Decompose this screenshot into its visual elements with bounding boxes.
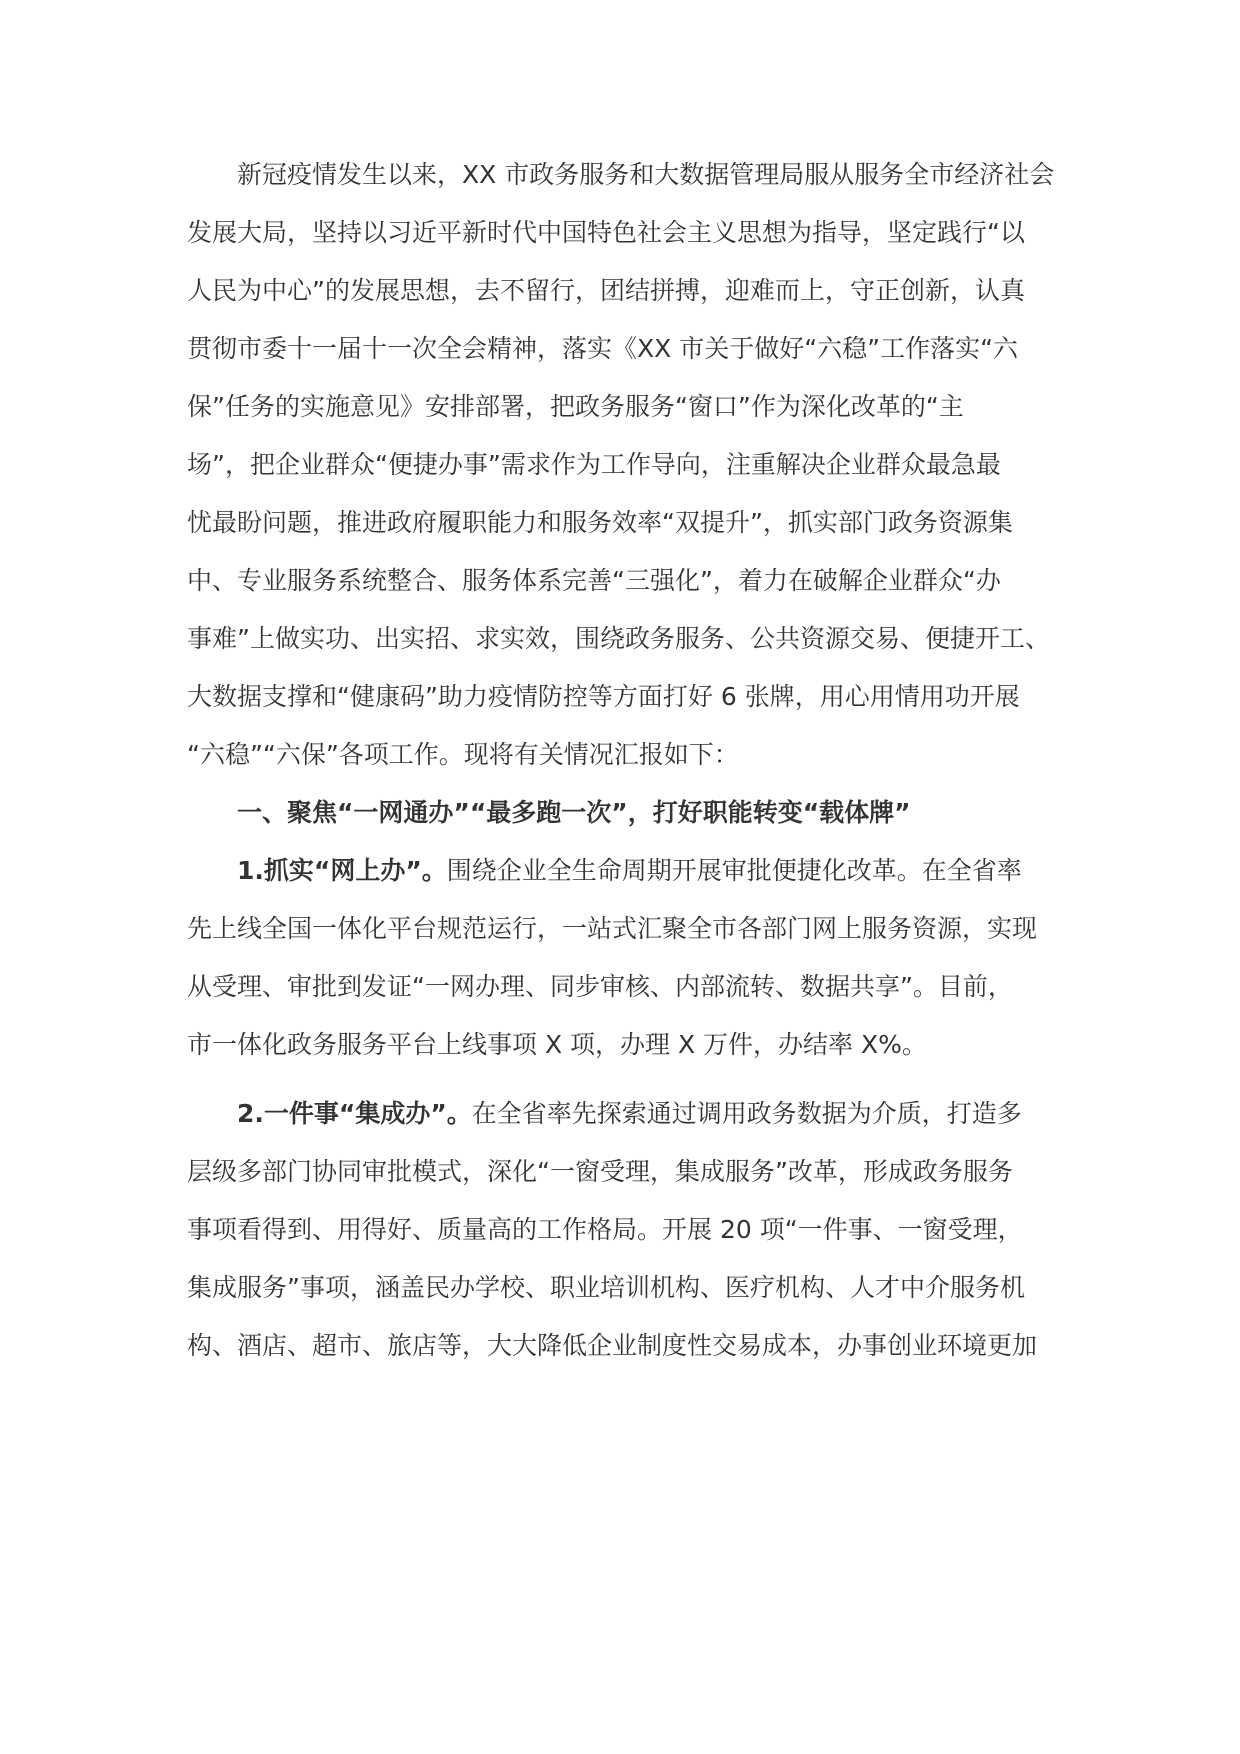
- item1-first-line: [237, 854, 1022, 888]
- item2-line: 事项看得到、用得好、质量高的工作格局。开展 20 项“一件事、一窗受理，: [187, 1215, 1023, 1244]
- intro-line: 保”任务的实施意见》安排部署，把政务服务“窗口”作为深化改革的“主: [187, 392, 964, 421]
- item1-line: 市一体化政务服务平台上线事项 X 项，办理 X 万件，办结率 X%。: [187, 1030, 927, 1059]
- intro-line: 大数据支撑和“健康码”助力疫情防控等方面打好 6 张牌，用心用情用功开展: [187, 682, 1020, 711]
- item2-title: 2.一件事“集成办”。: [237, 1099, 472, 1128]
- item2-first-line: [237, 1097, 1022, 1131]
- item1-line: 从受理、审批到发证“一网办理、同步审核、内部流转、数据共享”。目前，: [187, 972, 1013, 1001]
- intro-line: “六稳”“六保”各项工作。现将有关情况汇报如下：: [187, 740, 739, 769]
- intro-line: 人民为中心”的发展思想，去不留行，团结拼搏，迎难而上，守正创新，认真: [187, 276, 1025, 305]
- item1-line: 先上线全国一体化平台规范运行，一站式汇聚全市各部门网上服务资源，实现: [187, 914, 1038, 943]
- intro-line: 忧最盼问题，推进政府履职能力和服务效率“双提升”，抓实部门政务资源集: [187, 508, 1013, 537]
- intro-line: 贯彻市委十一届十一次全会精神，落实《XX 市关于做好“六稳”工作落实“六: [187, 334, 1019, 363]
- item2-line: 集成服务”事项，涵盖民办学校、职业培训机构、医疗机构、人才中介服务机: [187, 1273, 1025, 1302]
- intro-line: 新冠疫情发生以来，XX 市政务服务和大数据管理局服从服务全市经济社会: [237, 160, 1055, 189]
- item2-line: 层级多部门协同审批模式，深化“一窗受理，集成服务”改革，形成政务服务: [187, 1157, 1013, 1186]
- intro-line: 中、专业服务系统整合、服务体系完善“三强化”，着力在破解企业群众“办: [187, 566, 1001, 595]
- intro-line: 发展大局，坚持以习近平新时代中国特色社会主义思想为指导，坚定践行“以: [187, 218, 1025, 247]
- item2-text: 在全省率先探索通过调用政务数据为介质，打造多: [471, 1099, 1022, 1128]
- section-heading: 一、聚焦“一网通办”“最多跑一次”，打好职能转变“载体牌”: [237, 798, 911, 827]
- intro-line: 场”，把企业群众“便捷办事”需求作为工作导向，注重解决企业群众最急最: [187, 450, 1001, 479]
- item1-title: 1.抓实“网上办”。: [237, 856, 447, 885]
- intro-line: 事难”上做实功、出实招、求实效，围绕政务服务、公共资源交易、便捷开工、: [187, 624, 1050, 653]
- item1-text: 围绕企业全生命周期开展审批便捷化改革。在全省率: [446, 856, 1022, 885]
- item2-line: 构、酒店、超市、旅店等，大大降低企业制度性交易成本，办事创业环境更加: [187, 1331, 1038, 1360]
